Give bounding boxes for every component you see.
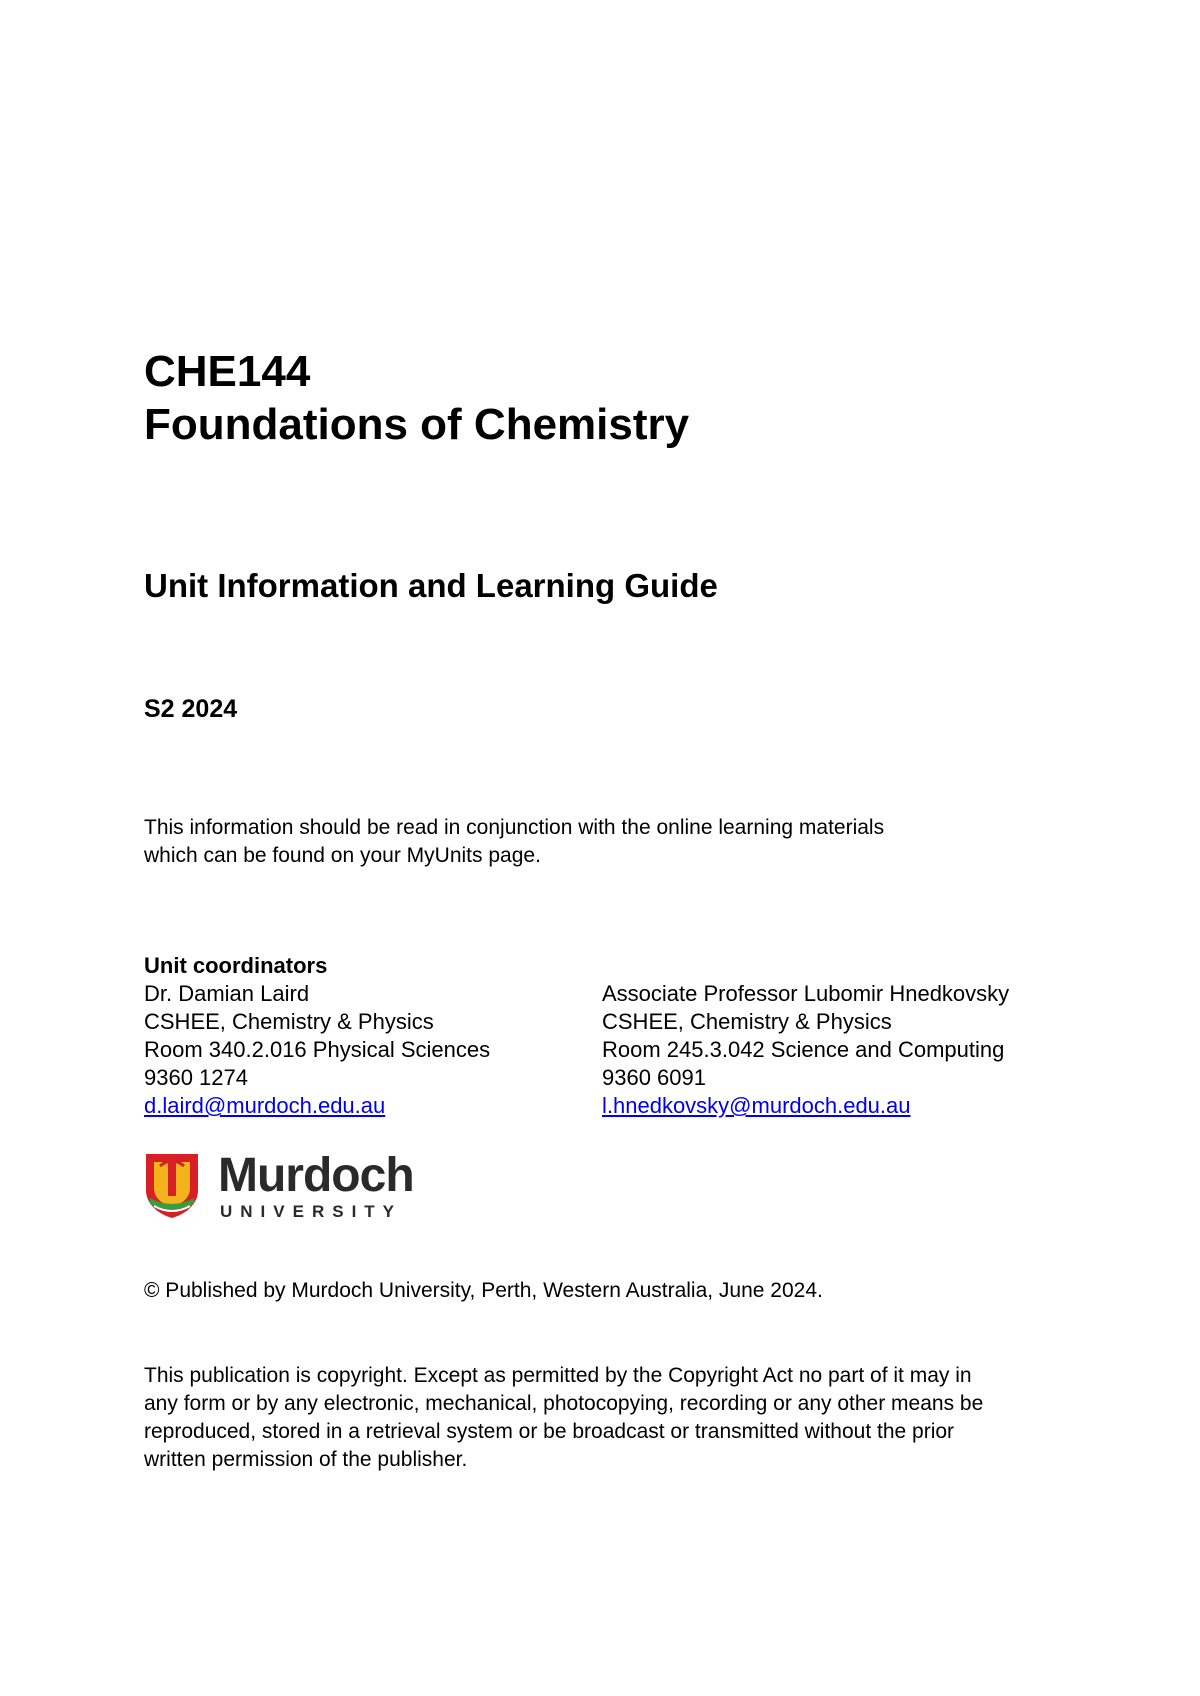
coordinator-department: CSHEE, Chemistry & Physics <box>602 1009 892 1034</box>
coordinator-name: Associate Professor Lubomir Hnedkovsky <box>602 981 1010 1006</box>
copyright-notice <box>144 1362 1044 1474</box>
publication-notice: © Published by Murdoch University, Perth, Western Australia, June 2024. <box>144 1279 823 1302</box>
copyright-line: reproduced, stored in a retrieval system or be broadcast or transmitted without the prior <box>144 1420 955 1443</box>
intro-paragraph <box>144 814 884 870</box>
coordinator-room: Room 340.2.016 Physical Sciences <box>144 1037 491 1062</box>
copyright-line: This publication is copyright. Except as permitted by the Copyright Act no part of it may in <box>144 1364 972 1387</box>
document-subtitle: Unit Information and Learning Guide <box>144 567 718 604</box>
logo-wordmark: Murdoch <box>218 1149 414 1202</box>
unit-code: CHE144 <box>144 347 311 396</box>
coordinator-name: Dr. Damian Laird <box>144 981 310 1006</box>
coordinator-room: Room 245.3.042 Science and Computing <box>602 1037 1005 1062</box>
coordinator-department: CSHEE, Chemistry & Physics <box>144 1009 434 1034</box>
unit-title: Foundations of Chemistry <box>144 400 690 449</box>
semester-label: S2 2024 <box>144 695 238 723</box>
coordinator-card-laird <box>144 980 490 1120</box>
logo-subtitle: UNIVERSITY <box>220 1202 403 1221</box>
murdoch-university-logo <box>144 1150 444 1226</box>
coordinator-email-link[interactable]: l.hnedkovsky@murdoch.edu.au <box>602 1093 911 1118</box>
coordinator-email-link[interactable]: d.laird@murdoch.edu.au <box>144 1093 386 1118</box>
coordinator-phone: 9360 6091 <box>602 1065 706 1090</box>
coordinator-card-hnedkovsky <box>602 980 1009 1120</box>
intro-line: This information should be read in conjunction with the online learning materials <box>144 816 885 839</box>
intro-line: which can be found on your MyUnits page. <box>144 844 541 867</box>
coordinator-phone: 9360 1274 <box>144 1065 248 1090</box>
coordinators-heading: Unit coordinators <box>144 953 328 978</box>
copyright-line: any form or by any electronic, mechanical, photocopying, recording or any other means be <box>144 1392 984 1415</box>
copyright-line: written permission of the publisher. <box>144 1448 468 1471</box>
crest-icon <box>144 1152 200 1220</box>
